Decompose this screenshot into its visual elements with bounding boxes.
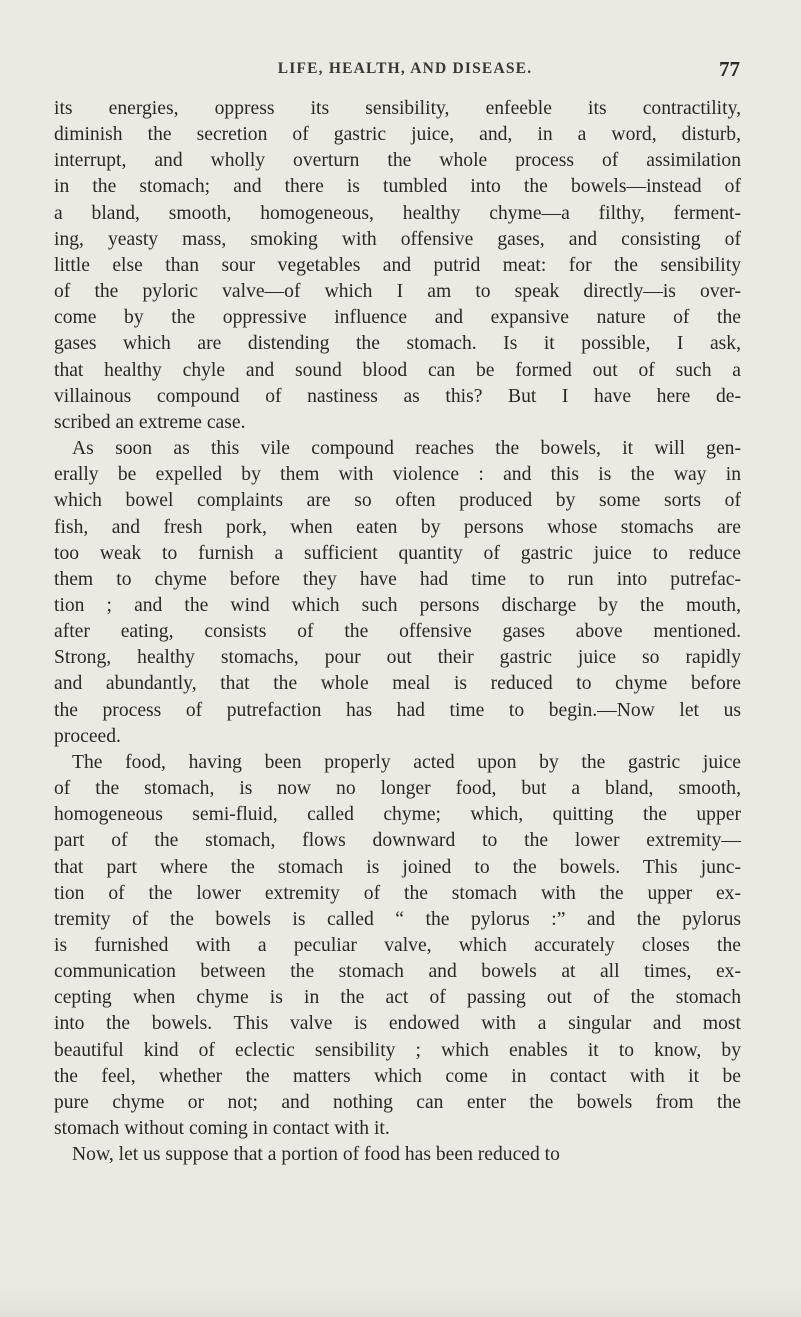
text-line: into the bowels. This valve is endowed with a singular and most xyxy=(54,1013,741,1035)
text-line: interrupt, and wholly overturn the whole process of assimilation xyxy=(54,150,741,172)
page-edge-shading xyxy=(0,1287,801,1317)
text-line: its energies, oppress its sensibility, enfeeble its contractility, xyxy=(54,98,741,119)
text-line: villainous compound of nastiness as this? But I have here de- xyxy=(54,385,741,407)
text-line: pure chyme or not; and nothing can enter the bowels from the xyxy=(54,1091,741,1113)
text-line: them to chyme before they have had time to run into putrefac- xyxy=(54,568,741,590)
body-text xyxy=(54,96,741,1168)
text-line: Now, let us suppose that a portion of food has been reduced to xyxy=(72,1144,560,1166)
text-line: and abundantly, that the whole meal is reduced to chyme before xyxy=(54,673,741,695)
text-line: of the pyloric valve—of which I am to speak directly—is over- xyxy=(54,281,741,303)
text-line: tion of the lower extremity of the stomach with the upper ex- xyxy=(54,882,741,904)
text-line: gases which are distending the stomach. Is it possible, I ask, xyxy=(54,333,741,355)
text-line: communication between the stomach and bowels at all times, ex- xyxy=(54,961,741,983)
page-number: 77 xyxy=(719,57,740,81)
text-line: of the stomach, is now no longer food, but a bland, smooth, xyxy=(54,778,741,800)
text-line: the feel, whether the matters which come in contact with it be xyxy=(54,1065,741,1087)
text-line: little else than sour vegetables and putrid meat: for the sensibility xyxy=(54,254,741,276)
paragraph-1 xyxy=(54,96,741,436)
text-line: fish, and fresh pork, when eaten by persons whose stomachs are xyxy=(54,516,741,538)
text-line: Strong, healthy stomachs, pour out their gastric juice so rapidly xyxy=(54,647,741,669)
running-title: LIFE, HEALTH, AND DISEASE. xyxy=(277,60,533,77)
text-line: is furnished with a peculiar valve, which accurately closes the xyxy=(54,935,741,956)
text-line: tremity of the bowels is called “ the pylorus :” and the pylorus xyxy=(54,908,741,930)
text-line: As soon as this vile compound reaches the bowels, it will gen- xyxy=(72,438,741,460)
text-line: that healthy chyle and sound blood can be formed out of such a xyxy=(54,359,741,381)
text-line: the process of putrefaction has had time to begin.—Now let us xyxy=(54,699,741,721)
text-line: diminish the secretion of gastric juice, and, in a word, disturb, xyxy=(54,124,741,146)
text-line: erally be expelled by them with violence : and this is the way in xyxy=(54,464,741,486)
text-line: that part where the stomach is joined to the bowels. This junc- xyxy=(54,856,741,878)
text-line: part of the stomach, flows downward to the lower extremity— xyxy=(54,830,741,852)
text-line: homogeneous semi-fluid, called chyme; which, quitting the upper xyxy=(54,804,741,826)
paragraph-2 xyxy=(54,436,741,750)
text-line: in the stomach; and there is tumbled into the bowels—instead of xyxy=(54,176,741,198)
text-line: The food, having been properly acted upon by the gastric juice xyxy=(72,751,741,773)
text-line: proceed. xyxy=(54,725,121,747)
text-line: cepting when chyme is in the act of passing out of the stomach xyxy=(54,987,741,1009)
paragraph-4 xyxy=(54,1142,741,1168)
paragraph-3 xyxy=(54,750,741,1142)
text-line: scribed an extreme case. xyxy=(54,411,246,433)
text-line: after eating, consists of the offensive gases above mentioned. xyxy=(54,621,741,643)
text-line: too weak to furnish a sufficient quantity of gastric juice to reduce xyxy=(54,542,741,564)
text-line: a bland, smooth, homogeneous, healthy chyme—a filthy, ferment- xyxy=(54,202,741,224)
text-line: come by the oppressive influence and expansive nature of the xyxy=(54,307,741,329)
text-line: stomach without coming in contact with it. xyxy=(54,1118,390,1140)
running-head xyxy=(70,57,740,84)
text-line: ing, yeasty mass, smoking with offensive gases, and consisting of xyxy=(54,228,741,250)
text-line: which bowel complaints are so often produced by some sorts of xyxy=(54,490,741,512)
text-line: tion ; and the wind which such persons discharge by the mouth, xyxy=(54,594,741,616)
text-line: beautiful kind of eclectic sensibility ; which enables it to know, by xyxy=(54,1039,741,1061)
